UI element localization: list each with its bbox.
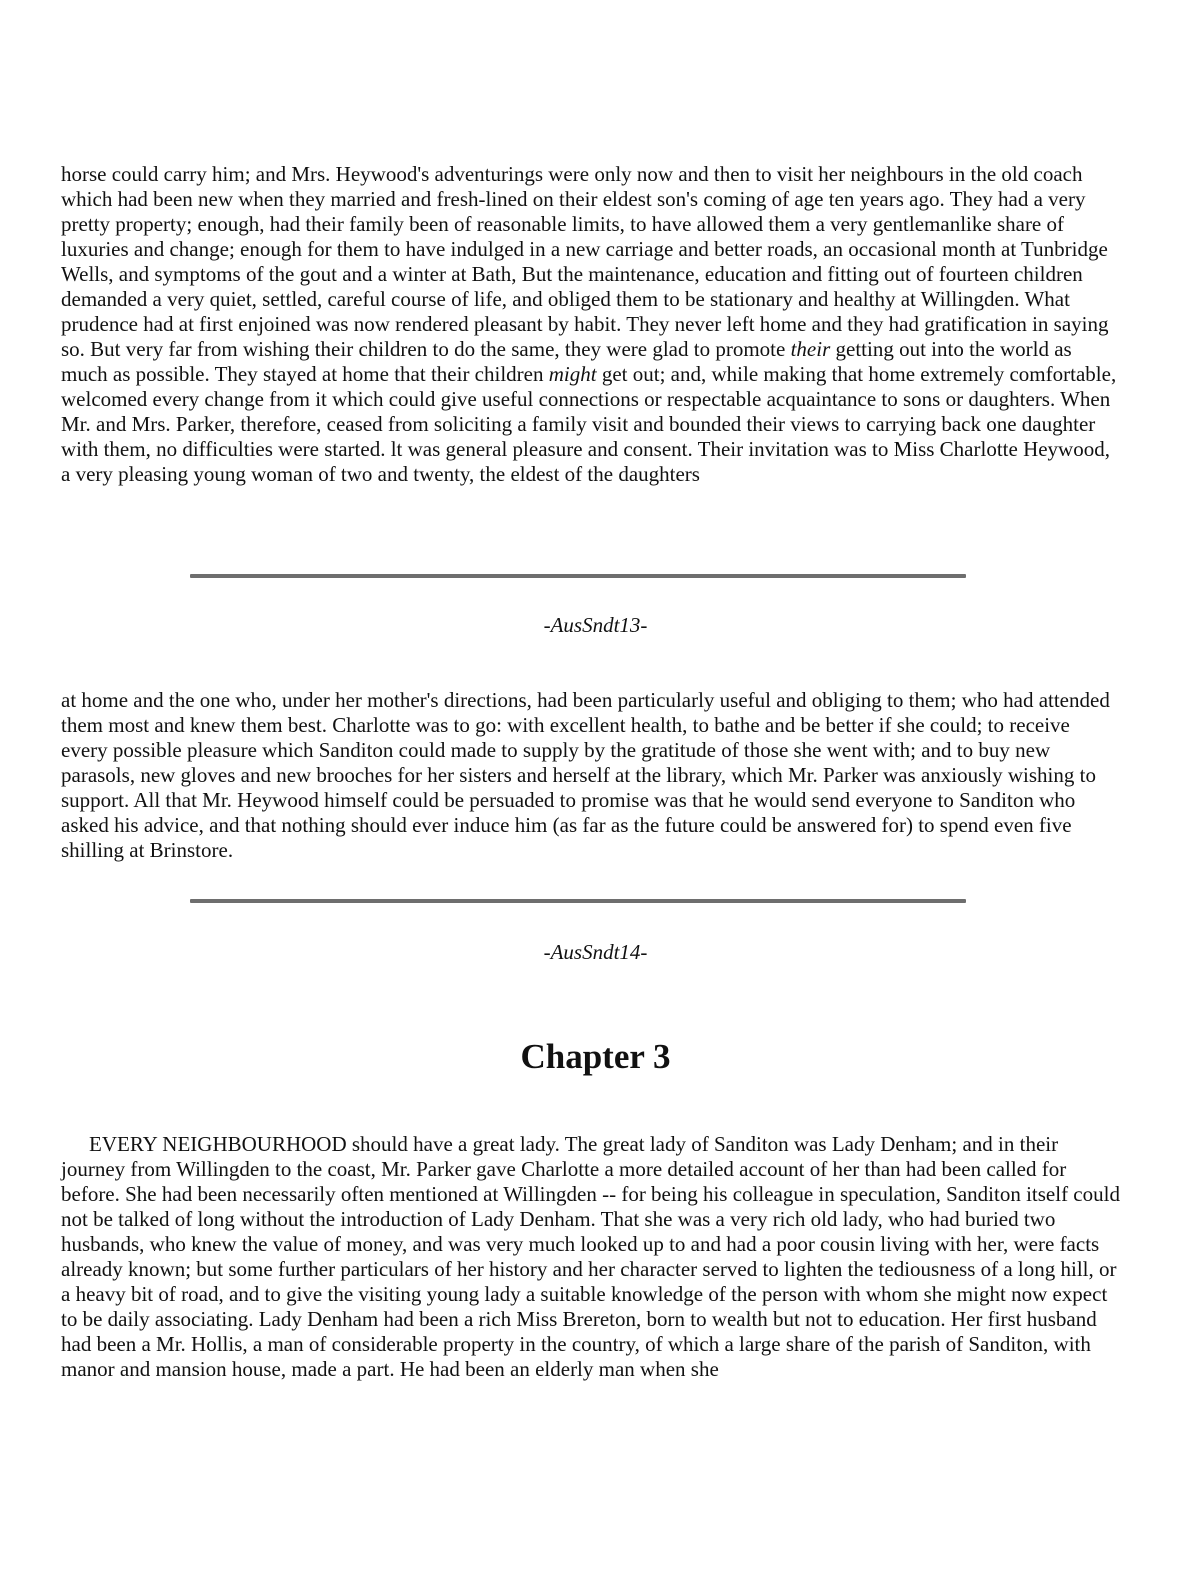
horizontal-rule-2 (190, 899, 966, 903)
emphasis-might: might (548, 362, 597, 386)
chapter-heading: Chapter 3 (520, 1037, 671, 1076)
paragraph-3-text: EVERY NEIGHBOURHOOD should have a great lady. The great lady of Sanditon was Lady Denham; and in their journey from Willingden to the coast, Mr. Parker gave Charlotte a more detailed account of her than had been called for before. She had been necessarily often mentioned at Willingden -- for being his colleague in speculation, Sanditon itself could not be talked of long without the introduction of Lady Denham. That she was a very rich old lady, who had buried two husbands, who knew the value of money, and was very much looked up to and had a poor cousin living with her, were facts already known; but some further particulars of her history and her character served to lighten the tediousness of a long hill, or a heavy bit of road, and to give the visiting young lady a suitable knowledge of the person with whom she might now expect to be daily associating. Lady Denham had been a rich Miss Brereton, born to wealth but not to education. Her first husband had been a Mr. Hollis, a man of considerable property in the country, of which a large share of the parish of Sanditon, with manor and mansion house, made a part. He had been an elderly man when she (61, 1132, 1120, 1381)
page-marker-1: -AusSndt13- (543, 613, 648, 637)
paragraph-1-text-a: horse could carry him; and Mrs. Heywood's adventurings were only now and then to visit her neighbours in the old coach which had been new when they married and fresh-lined on their eldest son's coming of age ten years ago. They had a very pretty property; enough, had their family been of reasonable limits, to have allowed them a very gentlemanlike share of luxuries and change; enough for them to have indulged in a new carriage and better roads, an occasional month at Tunbridge Wells, and symptoms of the gout and a winter at Bath, But the maintenance, education and fitting out of fourteen children demanded a very quiet, settled, careful course of life, and obliged them to be stationary and healthy at Willingden. What prudence had at first enjoined was now rendered pleasant by habit. They never left home and they had gratification in saying so. But very far from wishing their children to do the same, they were glad to promote (61, 162, 1109, 361)
horizontal-rule-1 (190, 574, 966, 578)
paragraph-1 (61, 162, 1121, 487)
emphasis-their: their (790, 337, 831, 361)
paragraph-1-text-c: get out; and, while making that home extremely comfortable, welcomed every change from it which could give useful connections or respectable acquaintance to sons or daughters. When Mr. and Mrs. Parker, therefore, ceased from soliciting a family visit and bounded their views to carrying back one daughter with them, no difficulties were started. lt was general pleasure and consent. Their invitation was to Miss Charlotte Heywood, a very pleasing young woman of two and twenty, the eldest of the daughters (61, 362, 1117, 486)
paragraph-3 (61, 1132, 1121, 1382)
paragraph-1-text-b: getting out into the world as much as possible. They stayed at home that their children (61, 337, 1072, 386)
paragraph-2: at home and the one who, under her mother's directions, had been particularly useful and obliging to them; who had attended them most and knew them best. Charlotte was to go: with excellent health, to bathe and be better if she could; to receive every possible pleasure which Sanditon could made to supply by the gratitude of those she went with; and to buy new parasols, new gloves and new brooches for her sisters and herself at the library, which Mr. Parker was anxiously wishing to support. All that Mr. Heywood himself could be persuaded to promise was that he would send everyone to Sanditon who asked his advice, and that nothing should ever induce him (as far as the future could be answered for) to spend even five shilling at Brinstore. (61, 688, 1110, 862)
page-marker-2: -AusSndt14- (543, 940, 648, 964)
